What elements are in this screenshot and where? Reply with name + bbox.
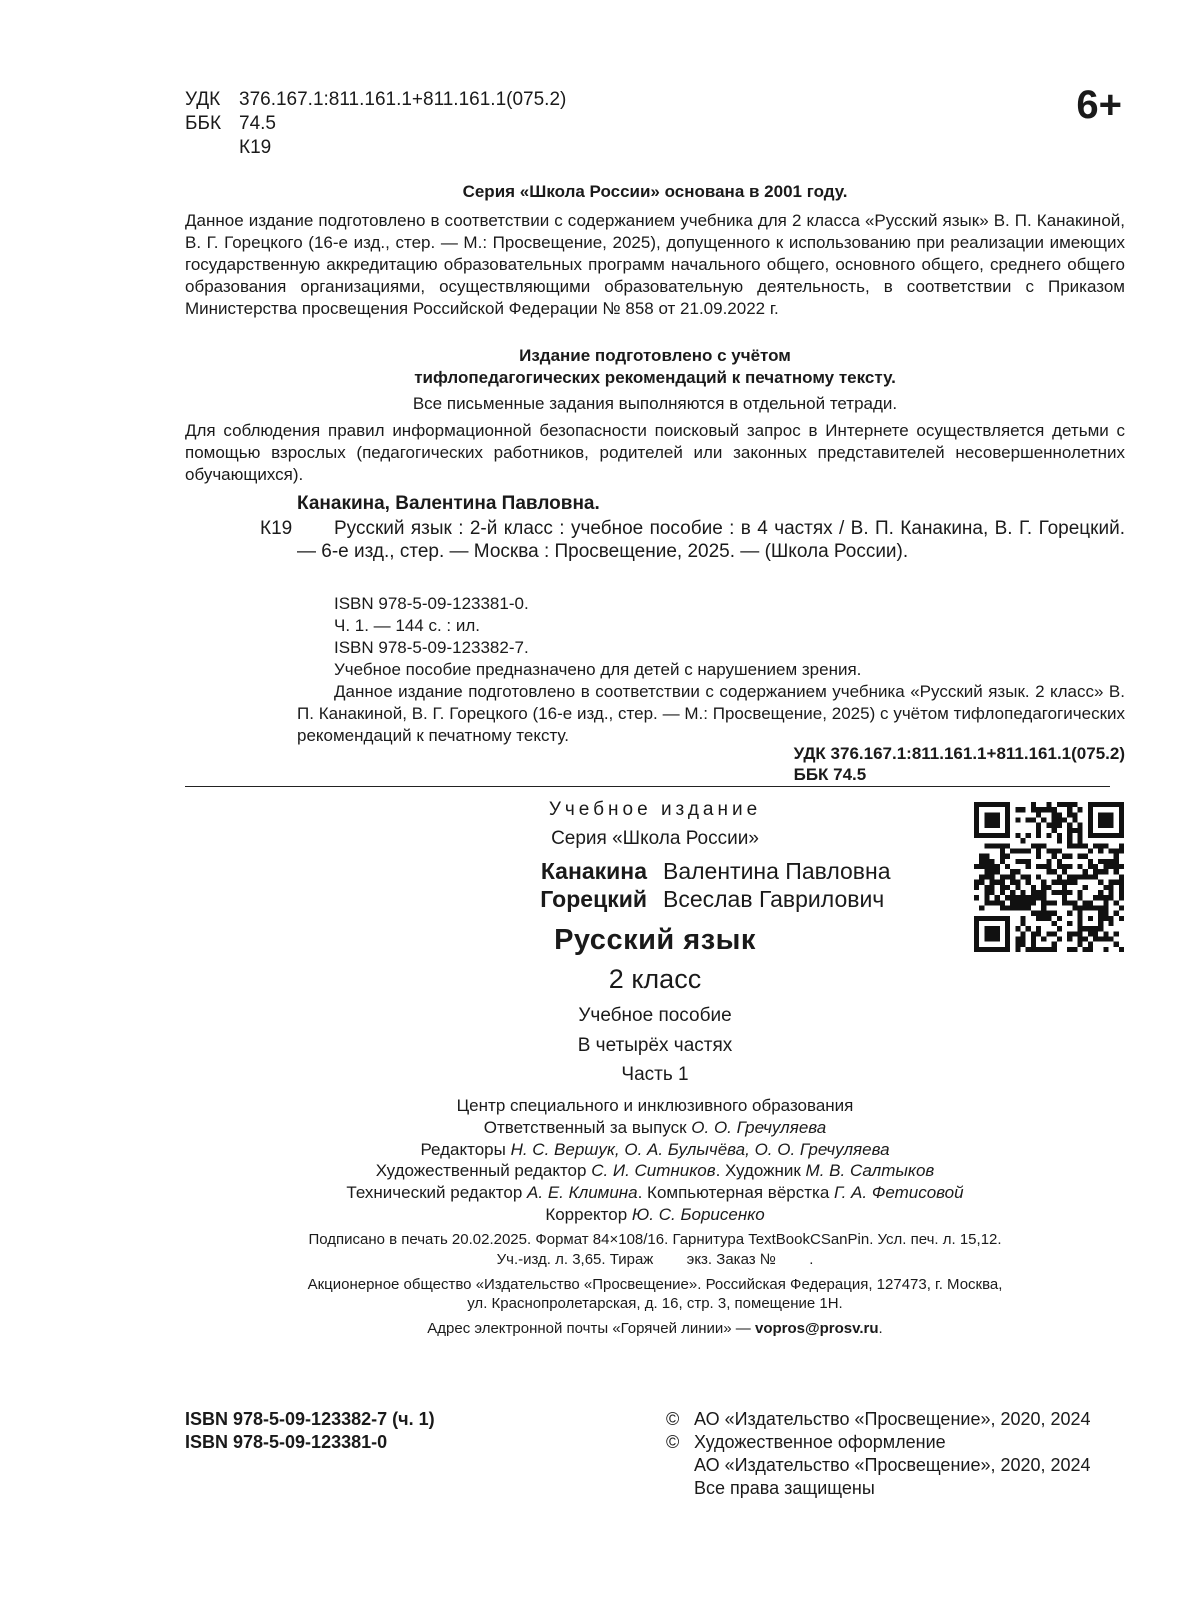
- card-udk: УДК 376.167.1:811.161.1+811.161.1(075.2): [793, 744, 1125, 763]
- bbk-label: ББК: [185, 113, 222, 134]
- tech-line: Технический редактор А. Е. Климина. Компьютерная вёрстка Г. А. Фетисовой: [346, 1183, 964, 1202]
- card-bbk: ББК 74.5: [793, 765, 867, 784]
- card-classification: [794, 743, 1125, 785]
- card-purpose: Учебное пособие предназначено для детей с нарушением зрения.: [334, 660, 862, 679]
- email-link[interactable]: vopros@prosv.ru: [754, 1320, 879, 1337]
- parts-count: В четырёх частях: [577, 1035, 733, 1056]
- art-line: Художественный редактор С. И. Ситников. Художник М. В. Салтыков: [375, 1161, 935, 1180]
- copyright-icon: ©: [666, 1432, 680, 1452]
- center-name: Центр специального и инклюзивного образования: [456, 1096, 854, 1115]
- series-line: Серия «Школа России»: [551, 828, 759, 849]
- publication-kind: Учебное пособие: [578, 1005, 732, 1026]
- author-mark: К19: [239, 137, 272, 158]
- part-number: Часть 1: [621, 1064, 689, 1085]
- grade: 2 класс: [608, 964, 702, 994]
- qr-code-icon: [974, 802, 1124, 952]
- author-surname: Горецкий: [540, 886, 647, 912]
- card-index: К19: [260, 518, 293, 539]
- card-isbn-full: ISBN 978-5-09-123381-0.: [334, 594, 529, 613]
- copyright-1: АО «Издательство «Просвещение», 2020, 2024: [694, 1409, 1091, 1429]
- card-annotation: Данное издание подготовлено в соответствии с содержанием учебника «Русский язык. 2 класс» В. П. Канакиной, В. Г. Горецкого (16-е изд., стер. — М.: Просвещение, 2025) с учётом тифлопедагогических рекомендаций к печатному тексту.: [297, 682, 1125, 745]
- print-line-2: Уч.-изд. л. 3,65. Тираж экз. Заказ № .: [496, 1251, 814, 1268]
- age-rating: 6+: [1076, 83, 1122, 127]
- footer-isbn-full: ISBN 978-5-09-123381-0: [185, 1432, 388, 1452]
- udk-label: УДК: [185, 89, 221, 110]
- author-surname: Канакина: [540, 858, 647, 884]
- rights-reserved: Все права защищены: [694, 1478, 875, 1498]
- editors-line: Редакторы Н. С. Вершук, О. А. Булычёва, О. О. Гречуляева: [420, 1140, 890, 1159]
- publisher-line-2: ул. Краснопролетарская, д. 16, стр. 3, помещение 1Н.: [467, 1295, 843, 1312]
- footer-isbn: [185, 1408, 435, 1454]
- copyright-icon: ©: [666, 1409, 680, 1429]
- card-isbn-part: ISBN 978-5-09-123382-7.: [334, 638, 529, 657]
- publisher-line-1: Акционерное общество «Издательство «Просвещение». Российская Федерация, 127473, г. Москва,: [307, 1276, 1003, 1293]
- tiflo-note: [185, 345, 1125, 389]
- tiflo-line-2: тифлопедагогических рекомендаций к печатному тексту.: [414, 368, 896, 387]
- author-name: Валентина Павловна: [663, 858, 891, 884]
- series-founded-note: Серия «Школа России» основана в 2001 году.: [462, 182, 848, 201]
- responsible-line: Ответственный за выпуск О. О. Гречуляева: [483, 1118, 827, 1137]
- safety-paragraph: Для соблюдения правил информационной безопасности поисковый запрос в Интернете осуществляется детьми с помощью взрослых (педагогических работников, родителей или законных представителей несовершеннолетних обучающихся).: [185, 421, 1125, 484]
- copyright-3: АО «Издательство «Просвещение», 2020, 2024: [694, 1455, 1091, 1475]
- compliance-paragraph: Данное издание подготовлено в соответствии с содержанием учебника для 2 класса «Русский язык» В. П. Канакиной, В. Г. Горецкого (16-е изд., стер. — М.: Просвещение, 2025), допущенного к использованию при реализации имеющих государственную аккредитацию образовательных программ начального общего, основного общего, среднего общего образования организациями, осуществляющими образовательную деятельность, в соответствии с Приказом Министерства просвещения Российской Федерации № 858 от 21.09.2022 г.: [185, 211, 1125, 318]
- bbk-value: 74.5: [239, 113, 276, 134]
- card-part-pages: Ч. 1. — 144 с. : ил.: [334, 616, 481, 635]
- print-line-1: Подписано в печать 20.02.2025. Формат 84×108/16. Гарнитура TextBookCSanPin. Усл. печ. л. 15,12.: [308, 1231, 1002, 1248]
- written-tasks-note: Все письменные задания выполняются в отдельной тетради.: [412, 394, 898, 413]
- author-name: Всеслав Гаврилович: [663, 886, 885, 912]
- udk-value: 376.167.1:811.161.1+811.161.1(075.2): [239, 89, 567, 110]
- footer-isbn-part: ISBN 978-5-09-123382-7 (ч. 1): [185, 1409, 435, 1429]
- email-line: Адрес электронной почты «Горячей линии» — vopros@prosv.ru.: [427, 1320, 883, 1337]
- proofreader-line: Корректор Ю. С. Борисенко: [545, 1205, 765, 1224]
- card-description: Русский язык : 2-й класс : учебное пособие : в 4 частях / В. П. Канакина, В. Г. Горецкий. — 6-е изд., стер. — Москва : Просвещение, 2025. — (Школа России).: [297, 518, 1125, 562]
- tiflo-line-1: Издание подготовлено с учётом: [519, 346, 791, 365]
- copyright-2: Художественное оформление: [694, 1432, 946, 1452]
- card-author: Канакина, Валентина Павловна.: [297, 493, 600, 514]
- classification-block: [185, 88, 566, 160]
- copyright-block: [666, 1408, 1091, 1500]
- edition-type: Учебное издание: [548, 799, 762, 820]
- divider: [185, 786, 1110, 787]
- book-title: Русский язык: [554, 924, 756, 956]
